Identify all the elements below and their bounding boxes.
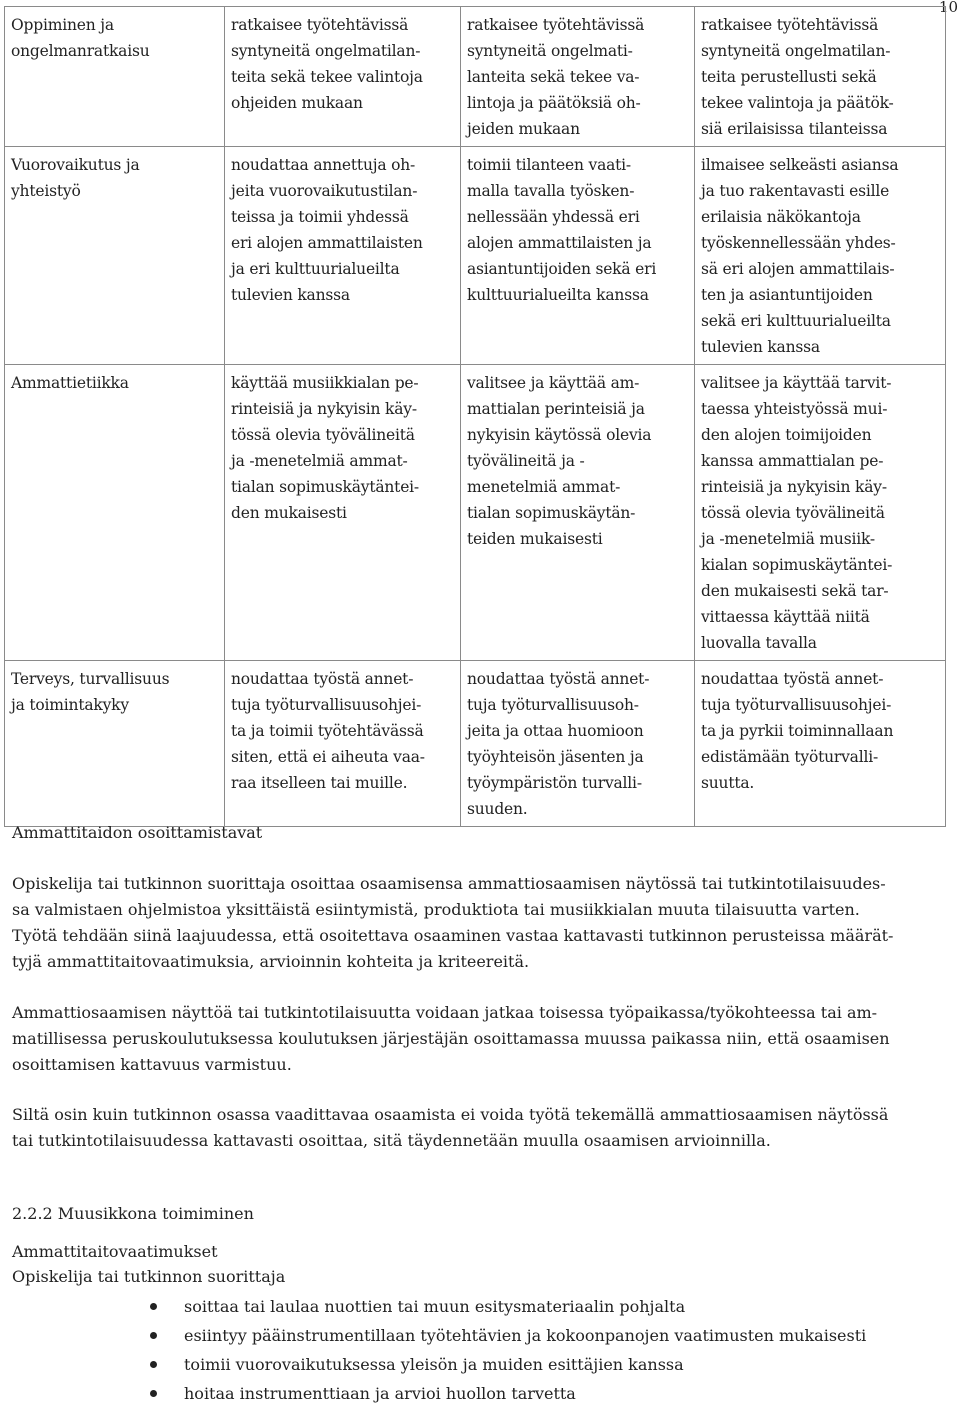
criteria-level3-cell — [695, 147, 946, 365]
section-heading: 2.2.2 Muusikkona toimiminen — [12, 1204, 254, 1223]
criteria-level1-cell — [225, 7, 461, 147]
list-item — [0, 1379, 940, 1408]
criteria-level1-cell — [225, 661, 461, 827]
criteria-level2-cell — [461, 365, 695, 661]
assessment-paragraph-3: Siltä osin kuin tutkinnon osassa vaadittavaa osaamista ei voida työtä tekemällä ammattiosaamisen näytössä tai tutkintotilaisuudessa kattavasti osoittaa, sitä täydennetään muulla osaamisen arvioinnilla. — [12, 1105, 889, 1150]
table-row — [5, 147, 946, 365]
criteria-level1-text: noudattaa annettuja oh- jeita vuorovaikutustilan- teissa ja toimii yhdessä eri alojen ammattilaisten ja eri kulttuurialueilta tulevien kanssa — [231, 156, 423, 304]
list-item-text: toimii vuorovaikutuksessa yleisön ja muiden esittäjien kanssa — [184, 1355, 684, 1374]
criteria-level3-cell — [695, 661, 946, 827]
criteria-level2-cell — [461, 7, 695, 147]
assessment-paragraph-2: Ammattiosaamisen näyttöä tai tutkintotilaisuutta voidaan jatkaa toisessa työpaikassa/työkohteessa tai am- matillisessa peruskoulutuksessa koulutuksen järjestäjän osoittamassa muussa paikassa niin, että osaamisen osoittamisen kattavuus varmistuu. — [12, 1003, 890, 1074]
assessment-heading: Ammattitaidon osoittamistavat — [12, 823, 263, 842]
table-row — [5, 365, 946, 661]
criteria-category-cell — [5, 7, 225, 147]
requirements-intro: Opiskelija tai tutkinnon suorittaja — [12, 1267, 286, 1286]
criteria-level1-cell — [225, 365, 461, 661]
bullet-icon — [150, 1332, 157, 1339]
list-item-text: soittaa tai laulaa nuottien tai muun esitysmateriaalin pohjalta — [184, 1297, 686, 1316]
criteria-level3-text: ratkaisee työtehtävissä syntyneitä ongelmatilan- teita perustellusti sekä tekee valintoja ja päätök- siä erilaisissa tilanteissa — [701, 16, 894, 138]
criteria-category-cell — [5, 661, 225, 827]
criteria-level1-text: käyttää musiikkialan pe- rinteisiä ja nykyisin käy- tössä olevia työvälineitä ja -menetelmiä ammat- tialan sopimuskäytäntei- den mukaisesti — [231, 374, 419, 522]
criteria-level1-text: ratkaisee työtehtävissä syntyneitä ongelmatilan- teita sekä tekee valintoja ohjeiden mukaan — [231, 16, 423, 112]
criteria-category: Terveys, turvallisuus ja toimintakyky — [11, 670, 170, 714]
criteria-category: Oppiminen ja ongelmanratkaisu — [11, 16, 150, 60]
criteria-level3-cell — [695, 365, 946, 661]
bullet-icon — [150, 1361, 157, 1368]
criteria-level3-text: ilmaisee selkeästi asiansa ja tuo rakentavasti esille erilaisia näkökantoja työskennellessään yhdes- sä eri alojen ammattilais- ten ja asiantuntijoiden sekä eri kulttuurialueilta tulevien kanssa — [701, 156, 899, 356]
assessment-paragraph-1: Opiskelija tai tutkinnon suorittaja osoittaa osaamisensa ammattiosaamisen näytössä tai tutkintotilaisuudes- sa valmistaen ohjelmistoa yksittäistä esiintymistä, produktiota tai musiikkialan muuta tilaisuutta varten. Työtä tehdään siinä laajuudessa, että osoitettava osaaminen vastaa kattavasti tutkinnon perusteissa määrät- tyjä ammattitaitovaatimuksia, arvioinnin kohteita ja kriteereitä. — [12, 874, 894, 971]
criteria-level3-cell — [695, 7, 946, 147]
criteria-level3-text: noudattaa työstä annet- tuja työturvallisuusohjei- ta ja pyrkii toiminnallaan edistämään työturvalli- suutta. — [701, 670, 894, 792]
criteria-level1-text: noudattaa työstä annet- tuja työturvallisuusohjei- ta ja toimii työtehtävässä siten, että ei aiheuta vaa- raa itselleen tai muille. — [231, 670, 425, 792]
criteria-category-cell — [5, 147, 225, 365]
criteria-category: Ammattietiikka — [11, 374, 129, 392]
list-item-text: hoitaa instrumenttiaan ja arvioi huollon tarvetta — [184, 1384, 576, 1403]
page-number: 10 — [938, 0, 958, 16]
list-item — [0, 1292, 940, 1321]
table-row — [5, 661, 946, 827]
list-item-text: esiintyy pääinstrumentillaan työtehtävien ja kokoonpanojen vaatimusten mukaisesti — [184, 1326, 867, 1345]
criteria-level2-cell — [461, 147, 695, 365]
criteria-level2-cell — [461, 661, 695, 827]
table-row — [5, 7, 946, 147]
list-item — [0, 1321, 940, 1350]
criteria-level2-text: ratkaisee työtehtävissä syntyneitä ongelmati- lanteita sekä tekee va- lintoja ja päätöksiä oh- jeiden mukaan — [467, 16, 645, 138]
criteria-level1-cell — [225, 147, 461, 365]
criteria-category: Vuorovaikutus ja yhteistyö — [11, 156, 140, 200]
list-item — [0, 1350, 940, 1379]
bullet-icon — [150, 1390, 157, 1397]
requirements-heading: Ammattitaitovaatimukset — [12, 1242, 218, 1261]
assessment-criteria-table — [4, 6, 946, 827]
requirements-list — [0, 1292, 940, 1408]
criteria-level2-text: valitsee ja käyttää am- mattialan perinteisiä ja nykyisin käytössä olevia työvälineitä ja - menetelmiä ammat- tialan sopimuskäytän- teiden mukaisesti — [467, 374, 652, 548]
criteria-level2-text: toimii tilanteen vaati- malla tavalla työsken- nellessään yhdessä eri alojen ammattilaisten ja asiantuntijoiden sekä eri kulttuurialueilta kanssa — [467, 156, 657, 304]
criteria-level2-text: noudattaa työstä annet- tuja työturvallisuusoh- jeita ja ottaa huomioon työyhteisön jäsenten ja työympäristön turvalli- suuden. — [467, 670, 650, 818]
criteria-level3-text: valitsee ja käyttää tarvit- taessa yhteistyössä mui- den alojen toimijoiden kanssa ammattialan pe- rinteisiä ja nykyisin käy- tössä olevia työvälineitä ja -menetelmiä musiik- kialan sopimuskäytäntei- den mukaisesti sekä tar- vittaessa käyttää niitä luovalla tavalla — [701, 374, 893, 652]
criteria-category-cell — [5, 365, 225, 661]
bullet-icon — [150, 1303, 157, 1310]
